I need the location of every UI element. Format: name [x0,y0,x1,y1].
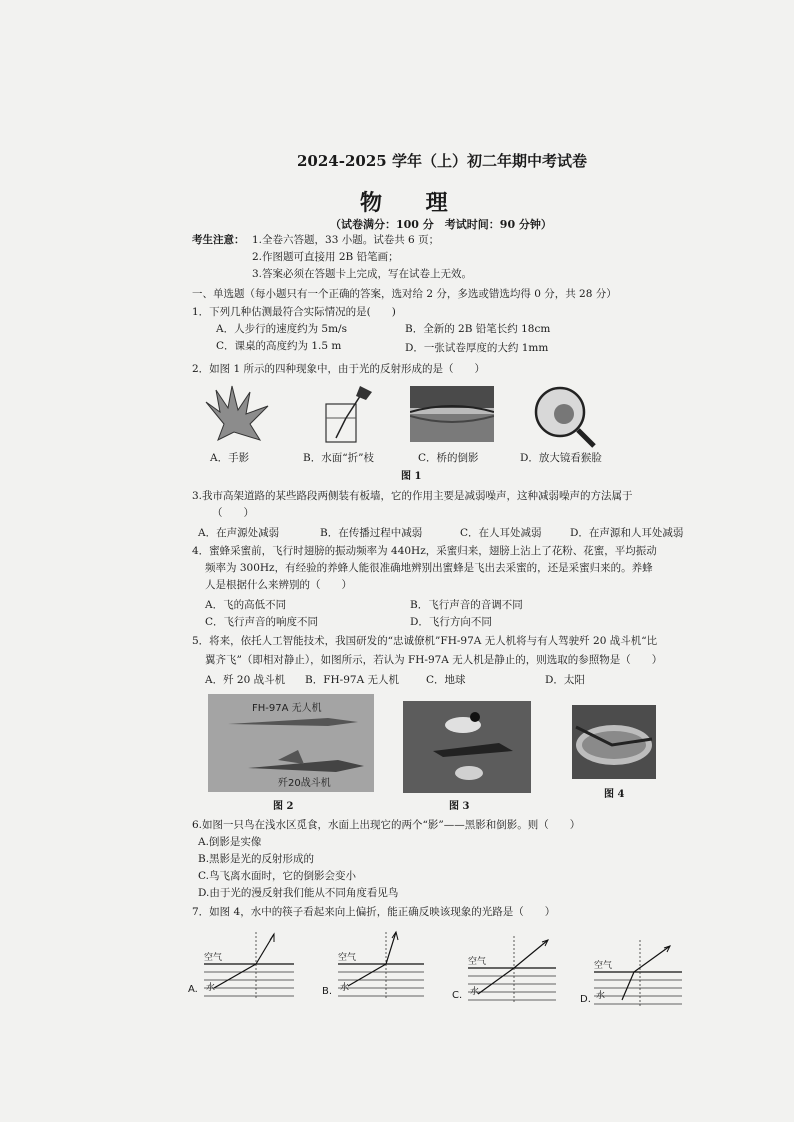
figure-3-caption: 图 3 [449,801,470,812]
q2-stem: 2．如图 1 所示的四种现象中，由于光的反射形成的是（ ） [192,363,486,375]
jet-label: 歼20战斗机 [278,778,331,789]
q7c-air-label: 空气 [468,957,487,967]
bent-branch-image [320,382,378,446]
q7-option-b: B. [322,986,333,997]
q5-option-a: A．歼 20 战斗机 [205,674,286,686]
q7-option-c: C. [452,990,463,1001]
q7-diagram-d [580,936,690,1008]
drone-label: FH-97A 无人机 [252,703,322,714]
q2-option-c: C．桥的倒影 [418,452,479,464]
q5-stem-line-1: 5．将来，依托人工智能技术，我国研发的“忠诚僚机”FH-97A 无人机将与有人驾驶歼 20 战斗机“比 [192,635,658,647]
chopsticks-bowl-photo [572,705,656,779]
q4-stem-line-1: 4．蜜蜂采蜜前，飞行时翅膀的振动频率为 440Hz，采蜜归来，翅膀上沾上了花粉、花蜜，平均振动 [192,545,657,557]
q7-option-a: A. [188,984,198,995]
q5-stem-line-2: 翼齐飞”（即相对静止），如图所示，若认为 FH-97A 无人机是静止的，则选取的参照物是（ ） [205,654,663,666]
q4-option-d: D．飞行方向不同 [410,616,492,628]
q3-stem-bracket: （ ） [212,507,254,519]
score-info: （试卷满分：100 分 考试时间：90 分钟） [330,218,552,231]
q3-option-a: A．在声源处减弱 [198,527,280,539]
q7c-water-label: 水 [470,987,480,997]
q3-option-c: C．在人耳处减弱 [460,527,542,539]
q6-stem: 6.如图一只鸟在浅水区觅食，水面上出现它的两个“影”——黑影和倒影。则（ ） [192,819,581,831]
q3-option-d: D．在声源和人耳处减弱 [570,527,684,539]
bridge-reflection-image [410,386,494,442]
q7-diagram-c [452,932,562,1004]
q4-option-c: C．飞行声音的响度不同 [205,616,319,628]
hand-shadow-image [198,382,276,444]
q7-diagram-b [320,928,430,1000]
q7-option-d: D. [580,994,591,1005]
q7a-air-label: 空气 [204,953,223,963]
q1-option-d: D．一张试卷厚度的大约 1mm [405,342,549,354]
notice-item-3: 3.答案必须在答题卡上完成，写在试卷上无效。 [252,268,473,280]
section-heading: 一、单选题（每小题只有一个正确的答案，选对给 2 分，多选或错选均得 0 分，共 28 分） [192,288,617,300]
subject-title: 物 理 [360,190,466,216]
q7b-water-label: 水 [340,983,350,993]
q4-stem-line-3: 人是根据什么来辨别的（ ） [205,579,352,591]
q7-stem: 7．如图 4，水中的筷子看起来向上偏折，能正确反映该现象的光路是（ ） [192,906,556,918]
q5-option-c: C．地球 [426,674,466,686]
notice-label: 考生注意： [192,234,245,246]
q1-option-a: A．人步行的速度约为 5m/s [216,323,347,335]
bird-shadow-photo [403,701,531,793]
magnifier-image [530,382,600,450]
exam-title: 2024-2025 学年（上）初二年期中考试卷 [297,152,587,170]
q2-option-a: A．手影 [210,452,250,464]
notice-item-1: 1.全卷六答题，33 小题。试卷共 6 页； [252,234,440,246]
q3-stem: 3.我市高架道路的某些路段两侧装有板墙，它的作用主要是减弱噪声，这种减弱噪声的方法属于 [192,490,633,502]
q7d-air-label: 空气 [594,961,613,971]
q7a-water-label: 水 [206,983,216,993]
q1-option-c: C．课桌的高度约为 1.5 m [216,340,342,352]
notice-item-2: 2.作图题可直接用 2B 铅笔画； [252,251,399,263]
q2-option-b: B．水面“折”枝 [303,452,374,464]
figure-1-caption: 图 1 [401,471,422,482]
jet-drone-photo [208,694,374,792]
q6-option-d: D.由于光的漫反射我们能从不同角度看见鸟 [198,887,399,899]
q1-option-b: B．全新的 2B 铅笔长约 18cm [405,323,551,335]
q4-stem-line-2: 频率为 300Hz，有经验的养蜂人能很准确地辨别出蜜蜂是飞出去采蜜的，还是采蜜归来的。养蜂 [205,562,653,574]
figure-2-caption: 图 2 [273,801,294,812]
q1-stem: 1．下列几种估测最符合实际情况的是( ) [192,306,396,318]
q5-option-d: D．太阳 [545,674,585,686]
q7d-water-label: 水 [596,991,606,1001]
q5-option-b: B．FH-97A 无人机 [305,674,399,686]
q3-option-b: B．在传播过程中减弱 [320,527,423,539]
q7b-air-label: 空气 [338,953,357,963]
q2-option-d: D．放大镜看猴脸 [520,452,602,464]
q4-option-b: B．飞行声音的音调不同 [410,599,523,611]
figure-4-caption: 图 4 [604,789,625,800]
q6-option-b: B.黑影是光的反射形成的 [198,853,315,865]
q4-option-a: A．飞的高低不同 [205,599,287,611]
q6-option-a: A.倒影是实像 [198,836,262,848]
q6-option-c: C.鸟飞离水面时，它的倒影会变小 [198,870,356,882]
q7-diagram-a [188,928,298,1000]
